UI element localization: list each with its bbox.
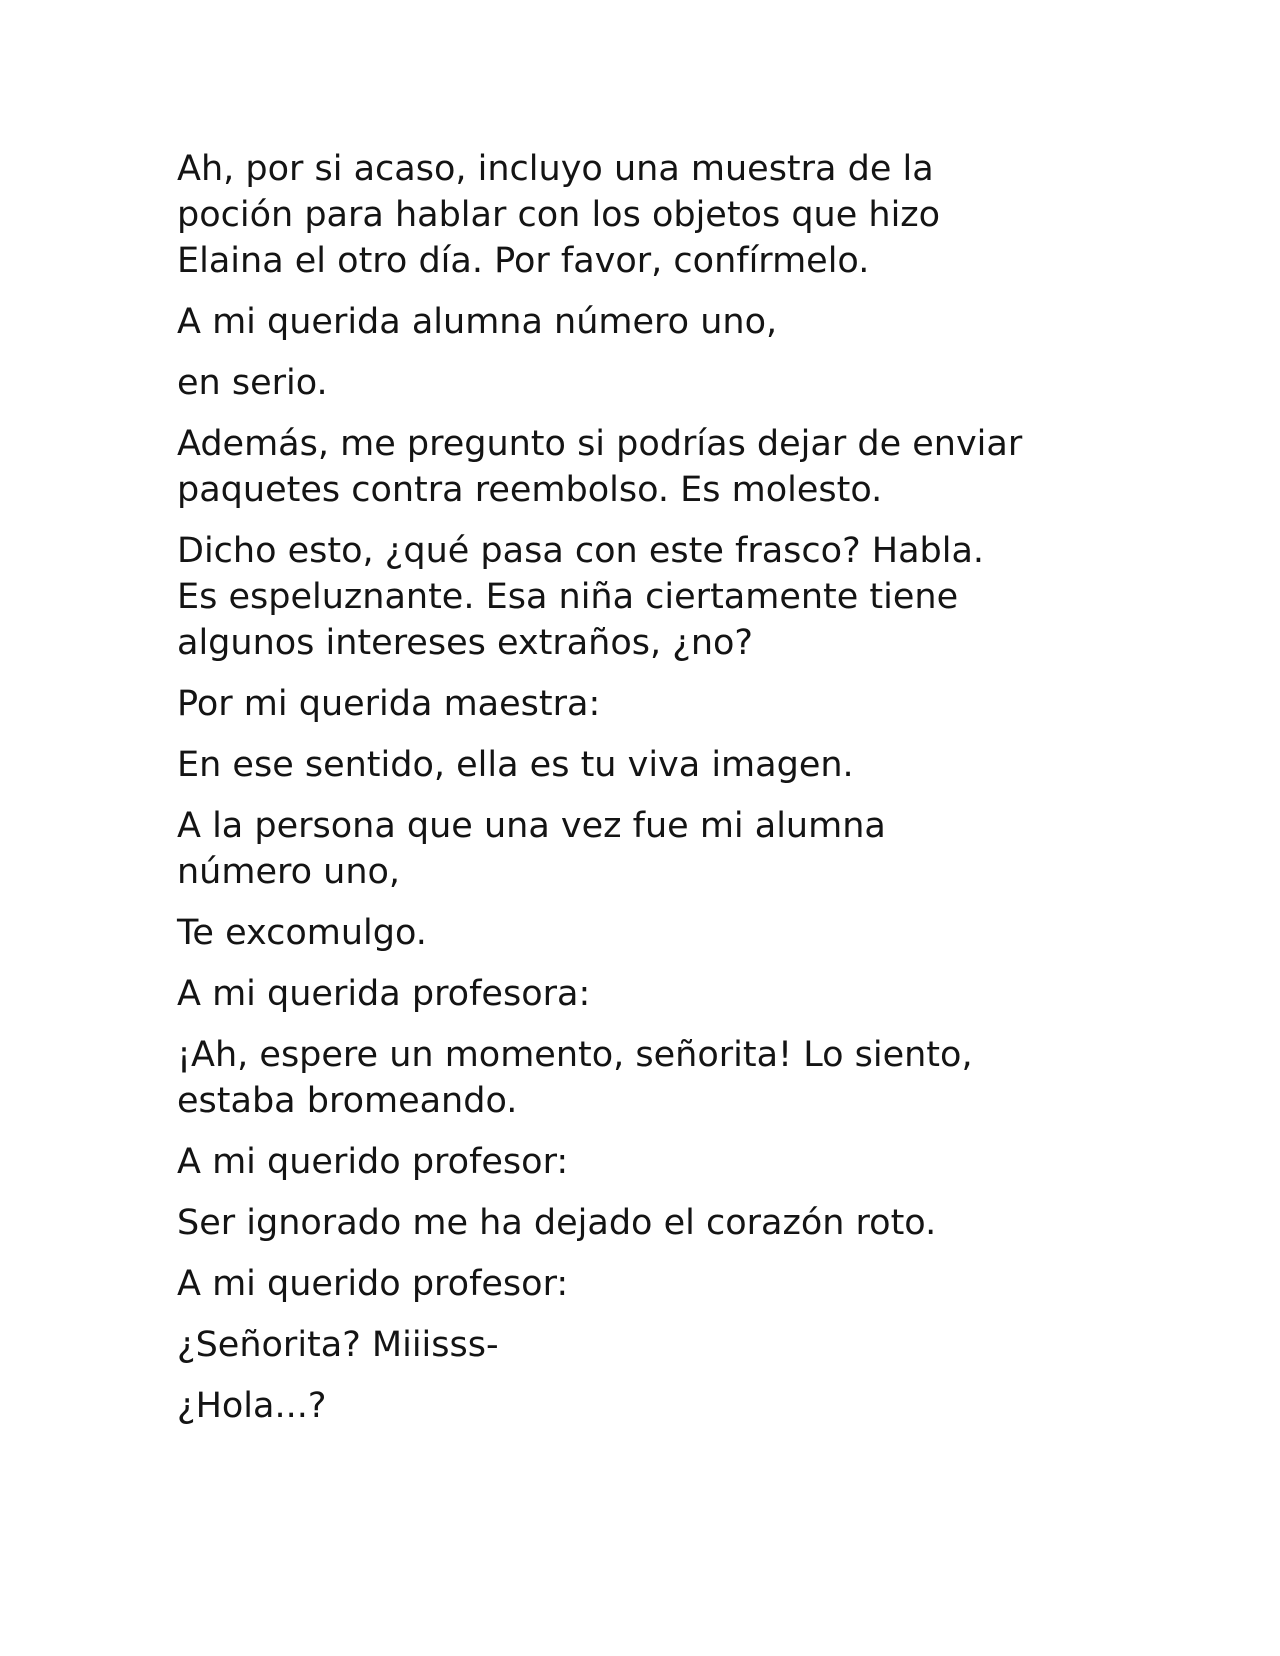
paragraph: Te excomulgo. bbox=[177, 913, 427, 953]
paragraph: ¿Hola...? bbox=[177, 1386, 327, 1426]
paragraph: Por mi querida maestra: bbox=[177, 684, 601, 724]
paragraph: ¿Señorita? Miiisss- bbox=[177, 1325, 499, 1365]
paragraph: A mi querida profesora: bbox=[177, 974, 591, 1014]
paragraph: En ese sentido, ella es tu viva imagen. bbox=[177, 745, 854, 785]
paragraph: Ah, por si acaso, incluyo una muestra de la poción para hablar con los objetos que hizo Elaina el otro día. Por favor, confírmelo. bbox=[177, 149, 941, 281]
paragraph: Además, me pregunto si podrías dejar de enviar paquetes contra reembolso. Es molesto. bbox=[177, 424, 1023, 510]
paragraph: Ser ignorado me ha dejado el corazón roto. bbox=[177, 1203, 937, 1243]
paragraph: A mi querida alumna número uno, bbox=[177, 302, 778, 342]
paragraph: A la persona que una vez fue mi alumna número uno, bbox=[177, 806, 886, 892]
document-page bbox=[177, 146, 1117, 1444]
paragraph: en serio. bbox=[177, 363, 328, 403]
paragraph: Dicho esto, ¿qué pasa con este frasco? Habla. Es espeluznante. Esa niña ciertamente tiene algunos intereses extraños, ¿no? bbox=[177, 531, 985, 663]
paragraph: ¡Ah, espere un momento, señorita! Lo siento, estaba bromeando. bbox=[177, 1035, 973, 1121]
paragraph: A mi querido profesor: bbox=[177, 1142, 569, 1182]
paragraph: A mi querido profesor: bbox=[177, 1264, 569, 1304]
